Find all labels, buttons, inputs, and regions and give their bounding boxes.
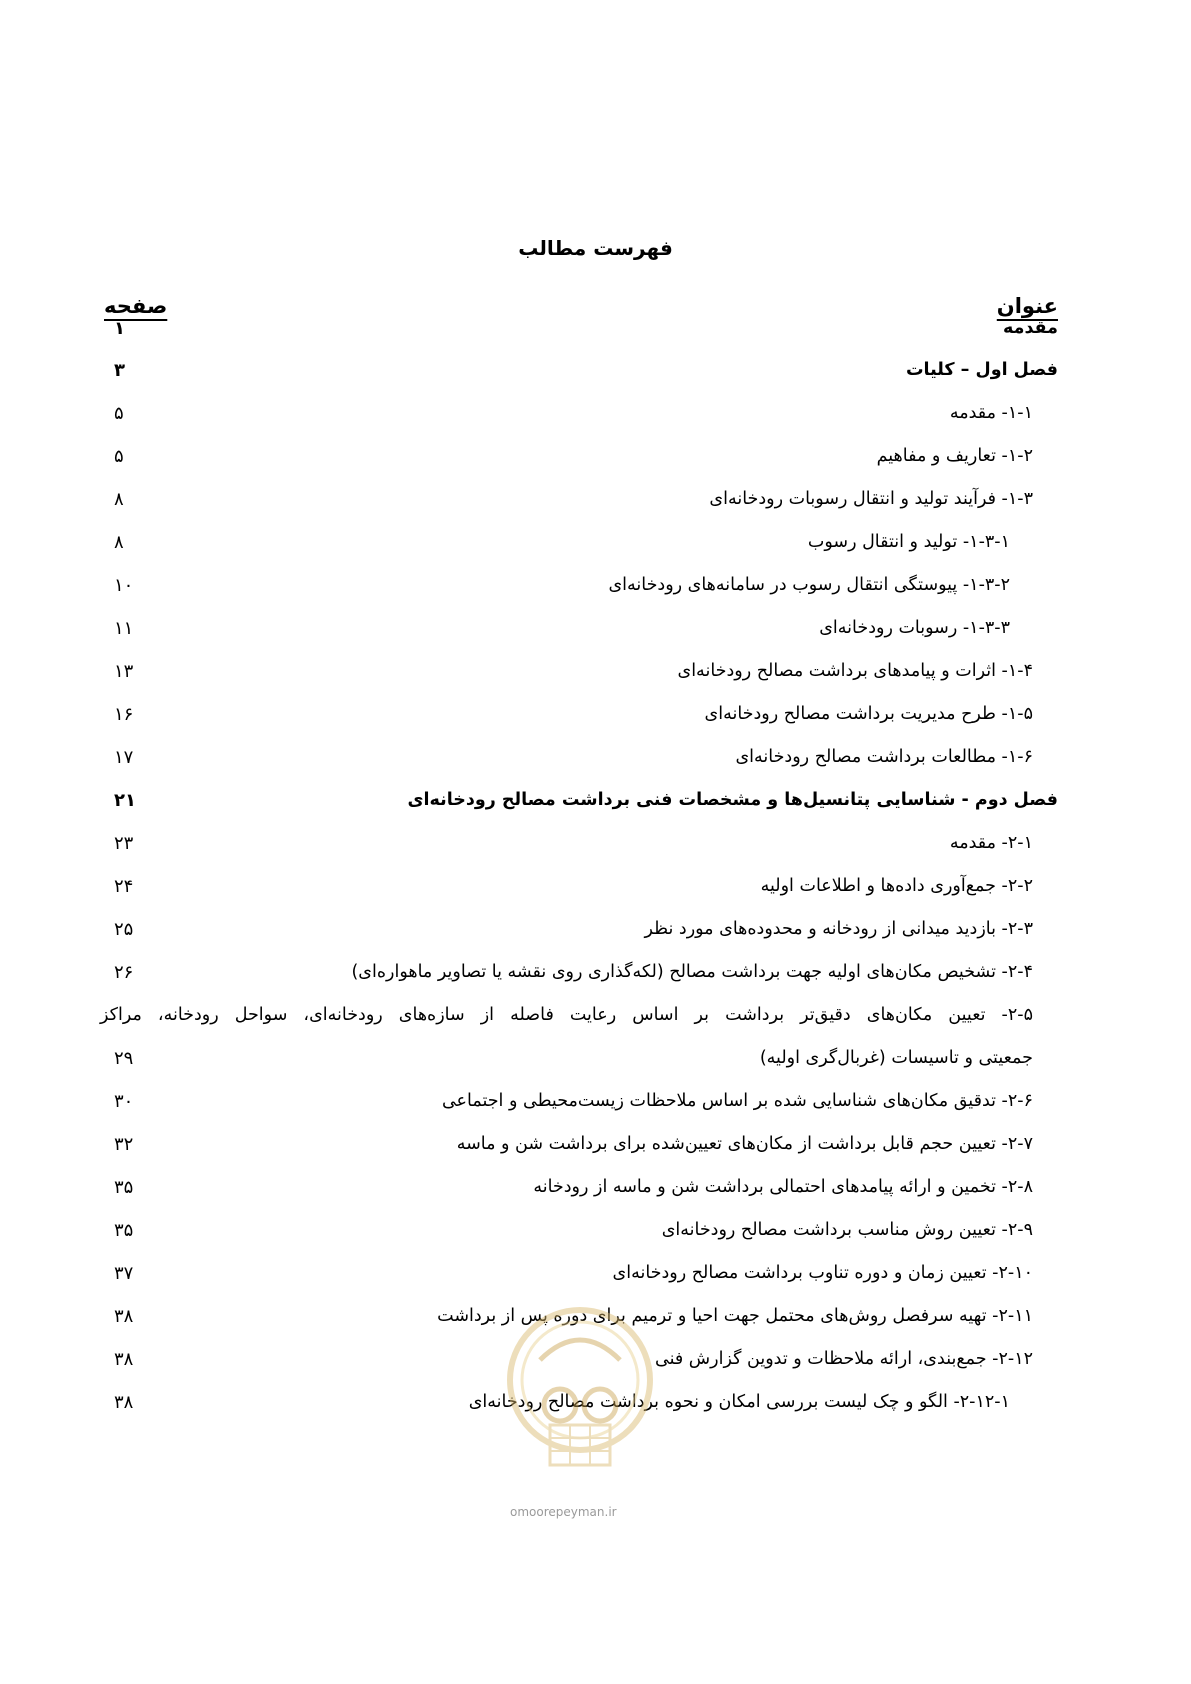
- toc-entry-page: ۱۷: [114, 747, 134, 768]
- toc-entry[interactable]: [104, 532, 1058, 562]
- toc-entry[interactable]: [104, 403, 1058, 433]
- toc-entry-text: ۲-۸- تخمین و ارائه پیامدهای احتمالی برداشت شن و ماسه از رودخانه: [533, 1177, 1033, 1197]
- toc-entry-page: ۱۱: [114, 618, 134, 639]
- toc-entry[interactable]: [104, 1134, 1058, 1164]
- toc-entry-page: ۸: [114, 532, 124, 553]
- toc-entry[interactable]: [104, 919, 1058, 949]
- toc-entry-text: ۲-۱۰- تعیین زمان و دوره تناوب برداشت مصالح رودخانه‌ای: [612, 1263, 1033, 1283]
- toc-entry-page: ۳۵: [114, 1220, 134, 1241]
- toc-entry[interactable]: [104, 1177, 1058, 1207]
- toc-entry-text: ۲-۱۲- جمع‌بندی، ارائه ملاحظات و تدوین گزارش فنی: [655, 1349, 1033, 1369]
- toc-entry-page: ۲۶: [114, 962, 134, 983]
- toc-entry[interactable]: [104, 1220, 1058, 1250]
- toc-entry[interactable]: [104, 489, 1058, 519]
- toc-entry[interactable]: [104, 790, 1058, 820]
- toc-entry-text: ۲-۵- تعیین مکان‌های دقیق‌تر برداشت بر اساس رعایت فاصله از سازه‌های رودخانه‌ای، سواحل رودخانه، مراکز: [100, 1005, 1033, 1025]
- toc-entry-page: ۱۳: [114, 661, 134, 682]
- toc-entry-page: ۳۵: [114, 1177, 134, 1198]
- toc-entry-text: ۲-۱۱- تهیه سرفصل روش‌های محتمل جهت احیا و ترمیم برای دوره پس از برداشت: [437, 1306, 1033, 1326]
- toc-title: فهرست مطالب: [518, 236, 673, 260]
- toc-entry[interactable]: [104, 575, 1058, 605]
- toc-entry-text: ۲-۱۲-۱- الگو و چک لیست بررسی امکان و نحوه برداشت مصالح رودخانه‌ای: [468, 1392, 1010, 1412]
- toc-entry[interactable]: [104, 618, 1058, 648]
- toc-entry-text: ۲-۱- مقدمه: [949, 833, 1033, 853]
- toc-entry-page: ۲۴: [114, 876, 134, 897]
- toc-entry[interactable]: [104, 962, 1058, 992]
- toc-entry-text: ۱-۳-۲- پیوستگی انتقال رسوب در سامانه‌های رودخانه‌ای: [608, 575, 1010, 595]
- toc-entry-page: ۳۰: [114, 1091, 134, 1112]
- toc-entry[interactable]: [104, 704, 1058, 734]
- toc-entry-text: مقدمه: [1003, 318, 1058, 338]
- toc-entry[interactable]: [104, 661, 1058, 691]
- toc-entry-text: ۱-۶- مطالعات برداشت مصالح رودخانه‌ای: [735, 747, 1033, 767]
- toc-entry[interactable]: [104, 1091, 1058, 1121]
- page-column-header: صفحه: [104, 294, 168, 318]
- toc-entry-page: ۳۲: [114, 1134, 134, 1155]
- toc-entry-page: ۱: [114, 318, 125, 339]
- toc-entry-text: ۲-۷- تعیین حجم قابل برداشت از مکان‌های تعیین‌شده برای برداشت شن و ماسه: [456, 1134, 1033, 1154]
- toc-entry[interactable]: [104, 876, 1058, 906]
- toc-entry-page: ۳۸: [114, 1349, 134, 1370]
- toc-entry[interactable]: [104, 833, 1058, 863]
- toc-entry[interactable]: [104, 747, 1058, 777]
- toc-entry-text: ۲-۳- بازدید میدانی از رودخانه و محدوده‌های مورد نظر: [644, 919, 1033, 939]
- toc-entry[interactable]: [104, 1048, 1058, 1078]
- watermark-logo-icon: [500, 1300, 660, 1500]
- toc-entry[interactable]: [104, 446, 1058, 476]
- toc-entry-page: ۲۱: [114, 790, 136, 811]
- toc-entry-page: ۵: [114, 446, 124, 467]
- toc-entry-text: فصل اول – کلیات: [905, 360, 1058, 380]
- toc-entry-text: ۱-۴- اثرات و پیامدهای برداشت مصالح رودخانه‌ای: [677, 661, 1033, 681]
- toc-entry-text: ۲-۴- تشخیص مکان‌های اولیه جهت برداشت مصالح (لکه‌گذاری روی نقشه یا تصاویر ماهواره‌ای): [351, 962, 1033, 982]
- toc-entry-page: ۳۸: [114, 1306, 134, 1327]
- watermark-text: omoorepeyman.ir: [510, 1505, 617, 1519]
- toc-entry-text: ۲-۶- تدقیق مکان‌های شناسایی شده بر اساس ملاحظات زیست‌محیطی و اجتماعی: [441, 1091, 1033, 1111]
- toc-entry-page: ۳۷: [114, 1263, 134, 1284]
- toc-entry-text: ۱-۲- تعاریف و مفاهیم: [876, 446, 1033, 466]
- toc-entry-page: ۲۳: [114, 833, 134, 854]
- toc-entry-page: ۳۸: [114, 1392, 134, 1413]
- toc-entry-page: ۲۹: [114, 1048, 134, 1069]
- toc-entry-page: ۳: [114, 360, 125, 381]
- toc-entry-page: ۱۶: [114, 704, 134, 725]
- toc-entry-text: فصل دوم - شناسایی پتانسیل‌ها و مشخصات فنی برداشت مصالح رودخانه‌ای: [407, 790, 1058, 810]
- toc-entry-text: ۱-۳-۳- رسوبات رودخانه‌ای: [819, 618, 1010, 638]
- toc-entry-text: ۱-۳-۱- تولید و انتقال رسوب: [807, 532, 1010, 552]
- toc-entry-page: ۲۵: [114, 919, 134, 940]
- toc-entry[interactable]: [104, 1263, 1058, 1293]
- toc-entry-page: ۸: [114, 489, 124, 510]
- toc-entry-text: ۱-۱- مقدمه: [949, 403, 1033, 423]
- toc-entry-page: ۱۰: [114, 575, 134, 596]
- toc-entry-text: ۱-۵- طرح مدیریت برداشت مصالح رودخانه‌ای: [704, 704, 1033, 724]
- toc-entry[interactable]: [104, 360, 1058, 390]
- toc-entry-page: ۵: [114, 403, 124, 424]
- toc-entry-text: ۱-۳- فرآیند تولید و انتقال رسوبات رودخانه‌ای: [709, 489, 1033, 509]
- title-column-header: عنوان: [996, 294, 1058, 318]
- toc-entry-first-line[interactable]: [100, 1005, 1058, 1035]
- toc-entry-text: ۲-۲- جمع‌آوری داده‌ها و اطلاعات اولیه: [760, 876, 1033, 896]
- toc-entry-text: ۲-۹- تعیین روش مناسب برداشت مصالح رودخانه‌ای: [661, 1220, 1033, 1240]
- toc-entry[interactable]: [104, 318, 1058, 348]
- toc-entry-text-continued: جمعیتی و تاسیسات (غربال‌گری اولیه): [759, 1048, 1033, 1068]
